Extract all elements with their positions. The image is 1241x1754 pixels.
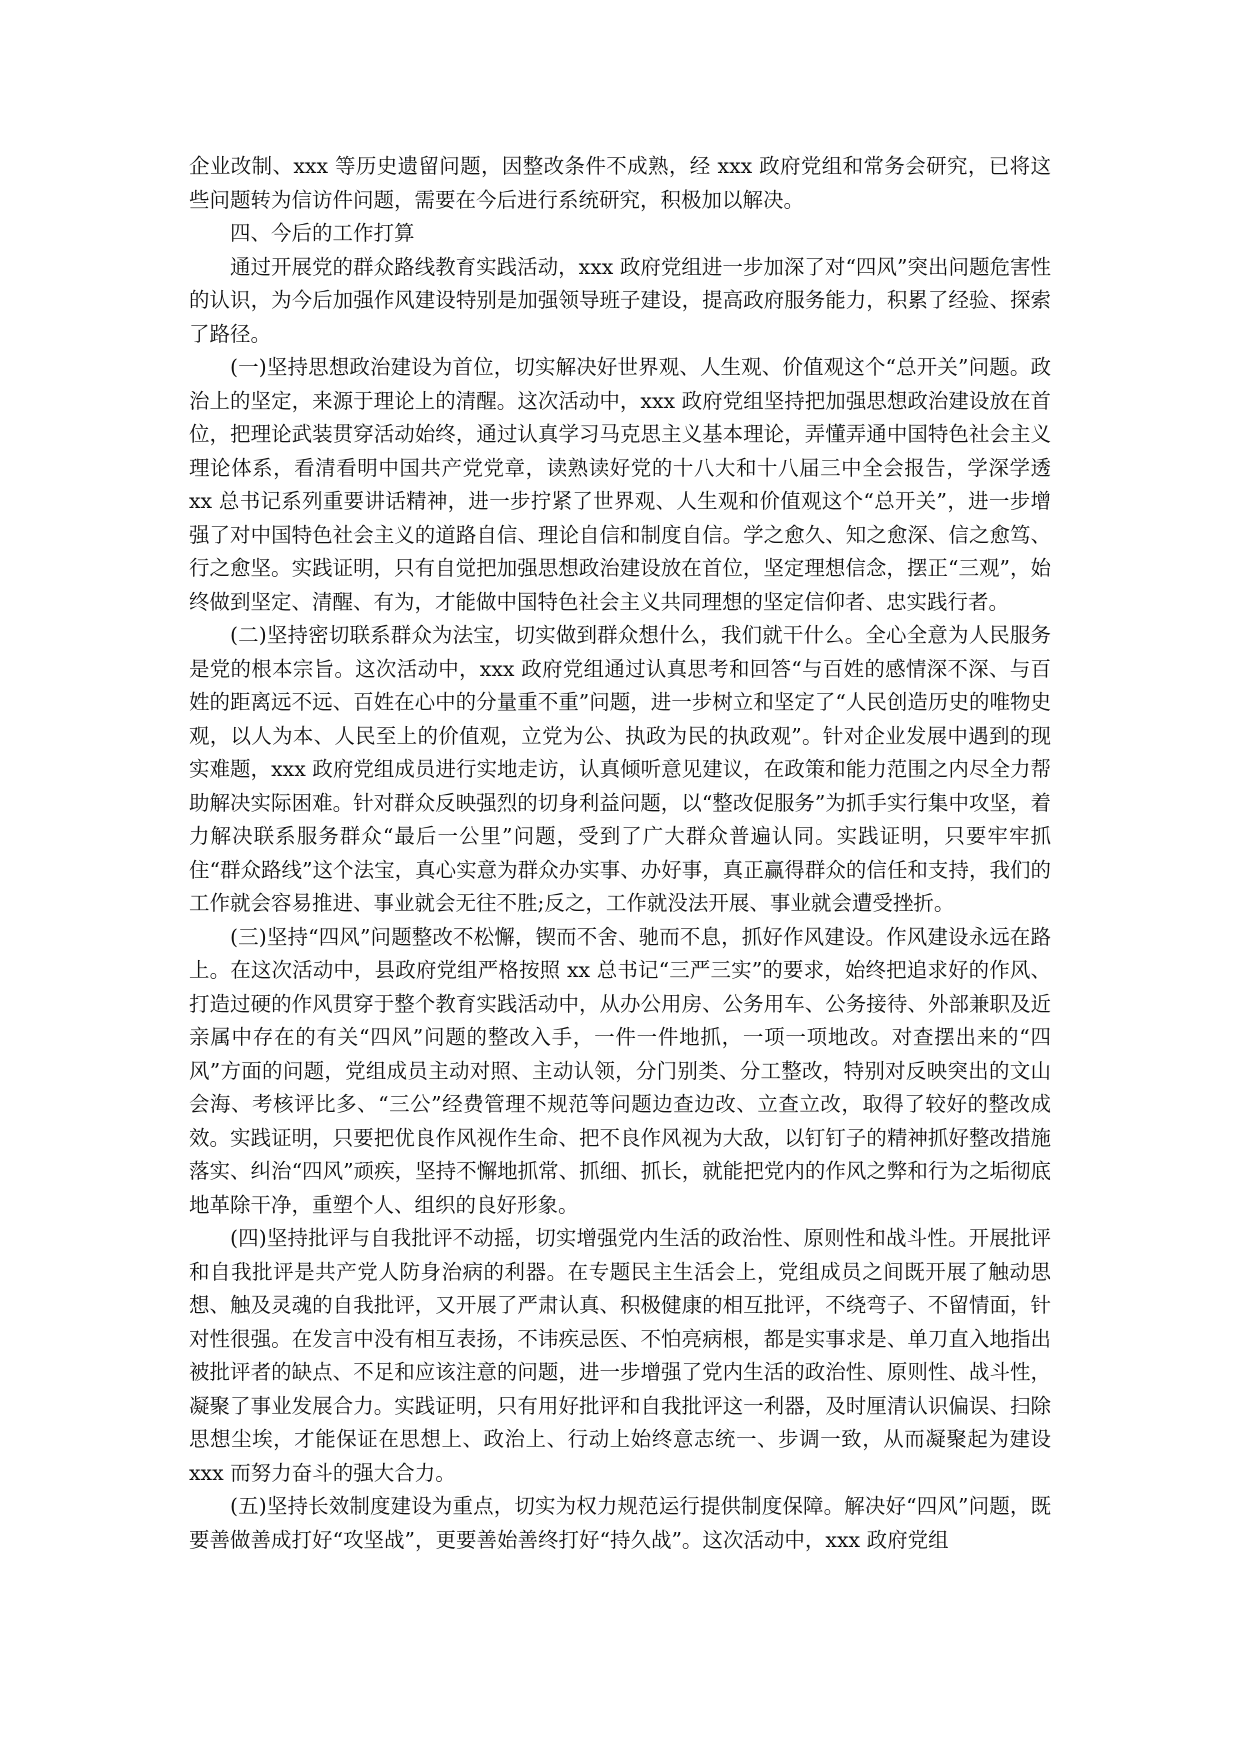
paragraph-intro: 通过开展党的群众路线教育实践活动，xxx 政府党组进一步加深了对“四风”突出问题危害性的认识，为今后加强作风建设特别是加强领导班子建设，提高政府服务能力，积累了经验、探索了路径。 [189, 254, 1051, 346]
document-body [189, 150, 1051, 1557]
paragraph-item-3: (三)坚持“四风”问题整改不松懈，锲而不舍、驰而不息，抓好作风建设。作风建设永远在路上。在这次活动中，县政府党组严格按照 xx 总书记“三严三实”的要求，始终把追求好的作风、打造过硬的作风贯穿于整个教育实践活动中，从办公用房、公务用车、公务接待、外部兼职及近亲属中存在的有关“四风”问题的整改入手，一件一件地抓，一项一项地改。对查摆出来的“四风”方面的问题，党组成员主动对照、主动认领，分门别类、分工整改，特别对反映突出的文山会海、考核评比多、“三公”经费管理不规范等问题边查边改、立查立改，取得了较好的整改成效。实践证明，只要把优良作风视作生命、把不良作风视为大敌，以钉钉子的精神抓好整改措施落实、纠治“四风”顽疾，坚持不懈地抓常、抓细、抓长，就能把党内的作风之弊和行为之垢彻底地革除干净，重塑个人、组织的良好形象。 [189, 924, 1051, 1217]
paragraph-item-2: (二)坚持密切联系群众为法宝，切实做到群众想什么，我们就干什么。全心全意为人民服务是党的根本宗旨。这次活动中，xxx 政府党组通过认真思考和回答“与百姓的感情深不深、与百姓的距离远不远、百姓在心中的分量重不重”问题，进一步树立和坚定了“人民创造历史的唯物史观，以人为本、人民至上的价值观，立党为公、执政为民的执政观”。针对企业发展中遇到的现实难题，xxx 政府党组成员进行实地走访，认真倾听意见建议，在政策和能力范围之内尽全力帮助解决实际困难。针对群众反映强烈的切身利益问题，以“整改促服务”为抓手实行集中攻坚，着力解决联系服务群众“最后一公里”问题，受到了广大群众普遍认同。实践证明，只要牢牢抓住“群众路线”这个法宝，真心实意为群众办实事、办好事，真正赢得群众的信任和支持，我们的工作就会容易推进、事业就会无往不胜;反之，工作就没法开展、事业就会遭受挫折。 [189, 623, 1051, 915]
paragraph-item-1: (一)坚持思想政治建设为首位，切实解决好世界观、人生观、价值观这个“总开关”问题。政治上的坚定，来源于理论上的清醒。这次活动中，xxx 政府党组坚持把加强思想政治建设放在首位，把理论武装贯穿活动始终，通过认真学习马克思主义基本理论，弄懂弄通中国特色社会主义理论体系，看清看明中国共产党党章，读熟读好党的十八大和十八届三中全会报告，学深学透 xx 总书记系列重要讲话精神，进一步拧紧了世界观、人生观和价值观这个“总开关”，进一步增强了对中国特色社会主义的道路自信、理论自信和制度自信。学之愈久、知之愈深、信之愈笃、行之愈坚。实践证明，只有自觉把加强思想政治建设放在首位，坚定理想信念，摆正“三观”，始终做到坚定、清醒、有为，才能做中国特色社会主义共同理想的坚定信仰者、忠实践行者。 [189, 355, 1051, 614]
section-heading: 四、今后的工作打算 [230, 221, 415, 245]
paragraph-item-5: (五)坚持长效制度建设为重点，切实为权力规范运行提供制度保障。解决好“四风”问题，既要善做善成打好“攻坚战”，更要善始善终打好“持久战”。这次活动中，xxx 政府党组 [189, 1494, 1051, 1552]
paragraph-continued: 企业改制、xxx 等历史遗留问题，因整改条件不成熟，经 xxx 政府党组和常务会研究，已将这些问题转为信访件问题，需要在今后进行系统研究，积极加以解决。 [189, 154, 1051, 212]
paragraph-item-4: (四)坚持批评与自我批评不动摇，切实增强党内生活的政治性、原则性和战斗性。开展批评和自我批评是共产党人防身治病的利器。在专题民主生活会上，党组成员之间既开展了触动思想、触及灵魂的自我批评，又开展了严肃认真、积极健康的相互批评，不绕弯子、不留情面，针对性很强。在发言中没有相互表扬，不讳疾忌医、不怕亮病根，都是实事求是、单刀直入地指出被批评者的缺点、不足和应该注意的问题，进一步增强了党内生活的政治性、原则性、战斗性，凝聚了事业发展合力。实践证明，只有用好批评和自我批评这一利器，及时厘清认识偏误、扫除思想尘埃，才能保证在思想上、政治上、行动上始终意志统一、步调一致，从而凝聚起为建设 xxx 而努力奋斗的强大合力。 [189, 1226, 1051, 1485]
